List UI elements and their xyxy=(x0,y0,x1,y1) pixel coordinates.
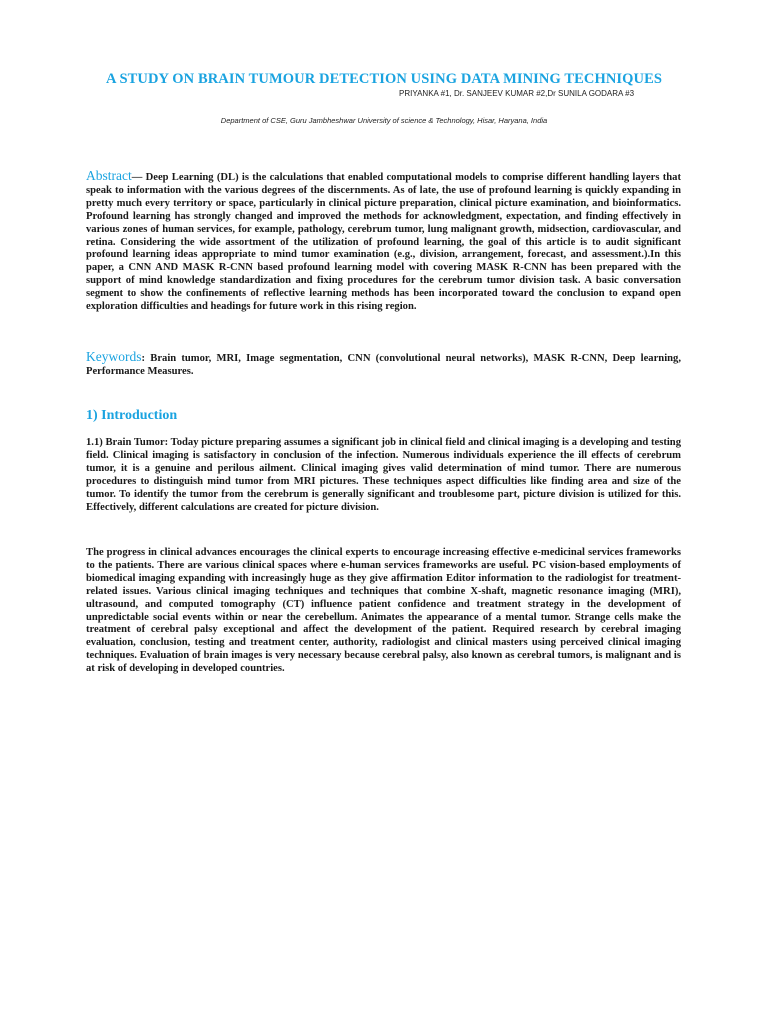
abstract-label: Abstract xyxy=(86,168,132,183)
author-affiliation: Department of CSE, Guru Jambheshwar University of science & Technology, Hisar, Haryana, India xyxy=(220,116,548,125)
keywords-label: Keywords xyxy=(86,349,142,364)
author-list: PRIYANKA #1, Dr. SANJEEV KUMAR #2,Dr SUNILA GODARA #3 xyxy=(399,89,635,98)
introduction-heading: 1) Introduction xyxy=(86,408,178,423)
keywords-separator: : xyxy=(141,353,151,364)
introduction-paragraph: 1.1) Brain Tumor: Today picture preparing assumes a significant job in clinical field and clinical imaging is a developing and testing field. Clinical imaging is satisfactory in conclusion of the infection. Numerous individuals experience the ill effects of cerebrum tumor, it is a genuine and perilous ailment. Clinical imaging gives valid determination of mind tumor. There are numerous procedures to distinguish mind tumor from MRI pictures. These techniques aspect difficulties like finding area and size of the tumor. To identify the tumor from the cerebrum is generally significant and troublesome part, picture division is utilized for this. Effectively, different calculations are created for picture division. xyxy=(86,437,681,513)
abstract-paragraph xyxy=(86,170,681,314)
keywords-paragraph xyxy=(86,351,681,379)
abstract-text: Deep Learning (DL) is the calculations that enabled computational models to comprise different handling layers that speak to information with the various degrees of the discernments. As of late, the use of profound learning is quickly expanding in pretty much every territory or space, particularly in clinical picture preparation, clinical picture examination, and bioinformatics. Profound learning has strongly changed and improved the methods for acknowledgment, expectation, and finding effectively in various zones of human services, for example, pathology, cerebrum tumor, lung malignant growth, midsection, cardiovascular, and retina. Considering the wide assortment of the utilization of profound learning, the goal of this article is to audit significant profound learning ideas appropriate to mind tumor examination (e.g., division, arrangement, forecast, and assessment.).In this paper, a CNN AND MASK R-CNN based profound learning model with covering MASK R-CNN has been prepared with the support of mind knowledge standardization and fixing procedures for the cerebrum tumor division task. A basic conversation segment to show the confinements of reflective learning methods has been incorporated toward the conclusion to expand open exploration difficulties and headings for future work in this rising region. xyxy=(86,172,681,313)
keywords-text: Brain tumor, MRI, Image segmentation, CNN (convolutional neural networks), MASK R-CNN, Deep learning, Performance Measures. xyxy=(86,353,681,377)
introduction-paragraph: The progress in clinical advances encourages the clinical experts to encourage increasing effective e-medicinal services frameworks to the patients. There are various clinical spaces where e-human services frameworks are useful. PC vision-based employments of biomedical imaging expanding with increasingly huge as they give affirmation Editor information to the radiologist for treatment-related issues. Various clinical imaging techniques and techniques that combine X-shaft, magnetic resonance imaging (MRI), ultrasound, and computed tomography (CT) influence patient confidence and treatment strategy in the development of unpredictable social events within or near the cerebellum. Animates the appearance of a mental tumor. Strange cells make the treatment of cerebral palsy exceptional and affect the development of the patient. Required research by cerebral imaging evaluation, conclusion, testing and treatment center, authority, radiologist and clinical masters using perceived clinical imaging techniques. Evaluation of brain images is very necessary because cerebral palsy, also known as cerebral tumors, is malignant and is at risk of developing in developed countries. xyxy=(86,547,681,675)
paper-title: A STUDY ON BRAIN TUMOUR DETECTION USING DATA MINING TECHNIQUES xyxy=(105,71,663,87)
abstract-separator: — xyxy=(131,172,146,183)
